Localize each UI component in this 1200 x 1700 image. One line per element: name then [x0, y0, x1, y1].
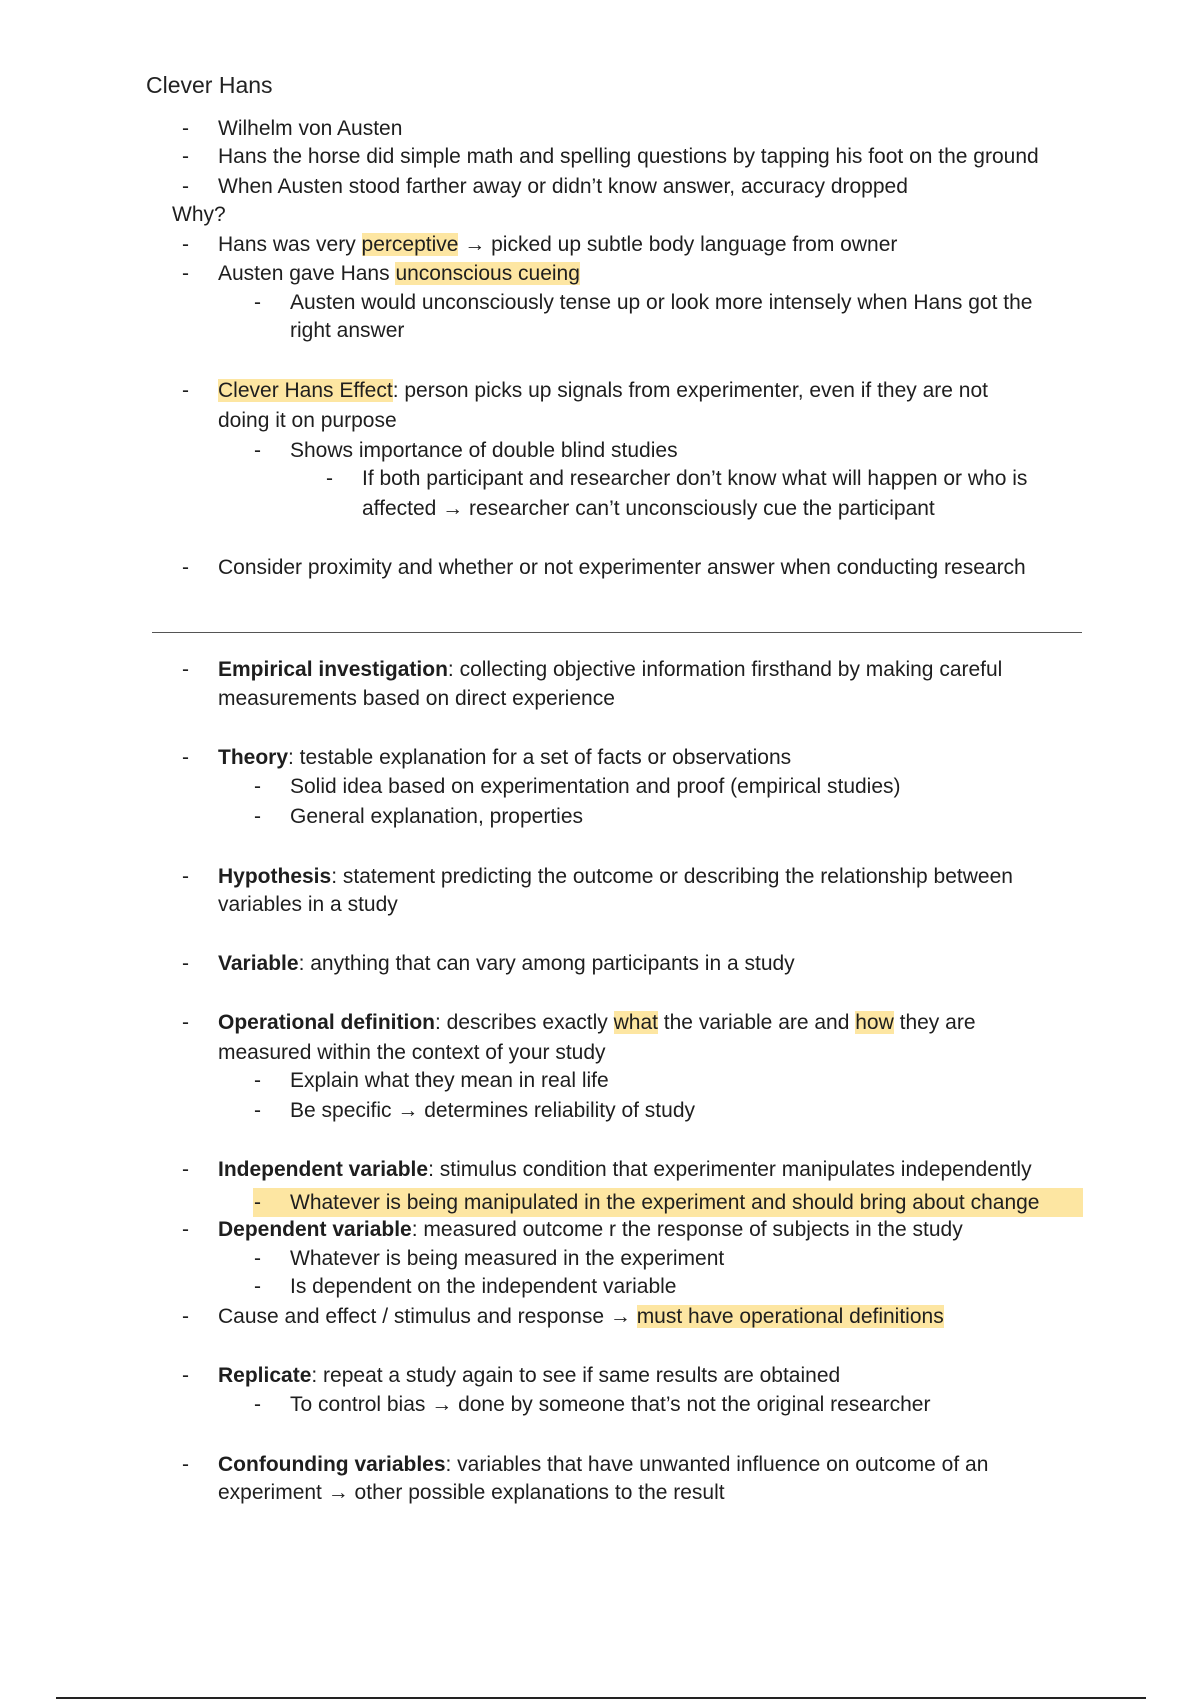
bullet-dash: - [182, 175, 189, 198]
sub-bullet-dash: - [254, 1247, 261, 1270]
opdef-sub-explain: Explain what they mean in real life [290, 1069, 609, 1092]
bullet-perceptive: Hans was very perceptive → picked up subtle body language from owner [218, 233, 898, 256]
term-operational-definition-line2: measured within the context of your study [218, 1041, 606, 1064]
bullet-dash: - [182, 1364, 189, 1387]
sub-bullet-dash: - [254, 775, 261, 798]
subsub-bullet-dash: - [326, 467, 333, 490]
sub-bullet-dash: - [254, 805, 261, 828]
why-heading: Why? [172, 203, 226, 226]
highlight-what: what [613, 1011, 658, 1034]
bullet-wilhelm: Wilhelm von Austen [218, 117, 403, 140]
subsub-bullet-line1: If both participant and researcher don’t know what will happen or who is [362, 467, 1028, 490]
bullet-accuracy: When Austen stood farther away or didn’t know answer, accuracy dropped [218, 175, 908, 198]
term-confounding-variables: Confounding variables: variables that have unwanted influence on outcome of an [218, 1453, 989, 1476]
bullet-dash: - [182, 1158, 189, 1181]
dv-sub-measured: Whatever is being measured in the experiment [290, 1247, 725, 1270]
term-hypothesis: Hypothesis: statement predicting the outcome or describing the relationship between [218, 865, 1013, 888]
sub-bullet-dash: - [254, 439, 261, 462]
term-confounding-variables-line2: experiment → other possible explanations to the result [218, 1481, 725, 1504]
sub-bullet-tense-line1: Austen would unconsciously tense up or look more intensely when Hans got the [290, 291, 1033, 314]
highlight-unconscious-cueing: unconscious cueing [395, 262, 580, 285]
bullet-dash: - [182, 1218, 189, 1241]
bullet-dash: - [182, 865, 189, 888]
term-empirical-investigation: Empirical investigation: collecting objective information firsthand by making careful [218, 658, 1003, 681]
bullet-dash: - [182, 1305, 189, 1328]
sub-bullet-tense-line2: right answer [290, 319, 405, 342]
bullet-dash: - [182, 117, 189, 140]
opdef-sub-specific: Be specific → determines reliability of study [290, 1099, 695, 1122]
term-dependent-variable: Dependent variable: measured outcome r the response of subjects in the study [218, 1218, 963, 1241]
sub-bullet-dash: - [254, 1191, 261, 1214]
sub-bullet-double-blind: Shows importance of double blind studies [290, 439, 678, 462]
bullet-cause-effect: Cause and effect / stimulus and response → must have operational definitions [218, 1305, 944, 1328]
bullet-dash: - [182, 233, 189, 256]
theory-sub-solid-idea: Solid idea based on experimentation and proof (empirical studies) [290, 775, 901, 798]
document-title: Clever Hans [146, 72, 273, 98]
sub-bullet-dash: - [254, 1099, 261, 1122]
dv-sub-dependent: Is dependent on the independent variable [290, 1275, 677, 1298]
bullet-dash: - [182, 1011, 189, 1034]
bullet-hans-math: Hans the horse did simple math and spelling questions by tapping his foot on the ground [218, 145, 1039, 168]
sub-bullet-dash: - [254, 1069, 261, 1092]
term-independent-variable: Independent variable: stimulus condition that experimenter manipulates independently [218, 1158, 1032, 1181]
theory-sub-general: General explanation, properties [290, 805, 584, 828]
bullet-dash: - [182, 262, 189, 285]
bullet-clever-hans-effect: Clever Hans Effect: person picks up signals from experimenter, even if they are not [218, 379, 988, 402]
bullet-dash: - [182, 746, 189, 769]
bullet-dash: - [182, 145, 189, 168]
bullet-dash: - [182, 1453, 189, 1476]
term-variable: Variable: anything that can vary among participants in a study [218, 952, 795, 975]
term-theory: Theory: testable explanation for a set of facts or observations [218, 746, 792, 769]
sub-bullet-dash: - [254, 291, 261, 314]
highlight-how: how [855, 1011, 894, 1034]
highlight-clever-hans-effect: Clever Hans Effect [218, 379, 393, 402]
bullet-dash: - [182, 556, 189, 579]
term-replicate: Replicate: repeat a study again to see if same results are obtained [218, 1364, 841, 1387]
sub-bullet-dash: - [254, 1275, 261, 1298]
page-bottom-rule [56, 1697, 1146, 1699]
bullet-dash: - [182, 952, 189, 975]
subsub-bullet-line2: affected → researcher can’t unconsciously cue the participant [362, 497, 935, 520]
bullet-dash: - [182, 658, 189, 681]
iv-sub-manipulated: Whatever is being manipulated in the experiment and should bring about change [290, 1191, 1040, 1214]
bullet-consider-proximity: Consider proximity and whether or not experimenter answer when conducting research [218, 556, 1026, 579]
term-hypothesis-line2: variables in a study [218, 893, 398, 916]
bullet-dash: - [182, 379, 189, 402]
bullet-cueing: Austen gave Hans unconscious cueing [218, 262, 580, 285]
term-operational-definition: Operational definition: describes exactly what the variable are and how they are [218, 1011, 976, 1034]
highlight-operational-definitions: must have operational definitions [636, 1305, 944, 1328]
highlight-perceptive: perceptive [361, 233, 459, 256]
term-empirical-investigation-line2: measurements based on direct experience [218, 687, 615, 710]
replicate-sub-bias: To control bias → done by someone that’s not the original researcher [290, 1393, 931, 1416]
bullet-clever-hans-effect-line2: doing it on purpose [218, 409, 397, 432]
section-divider [152, 632, 1082, 633]
sub-bullet-dash: - [254, 1393, 261, 1416]
